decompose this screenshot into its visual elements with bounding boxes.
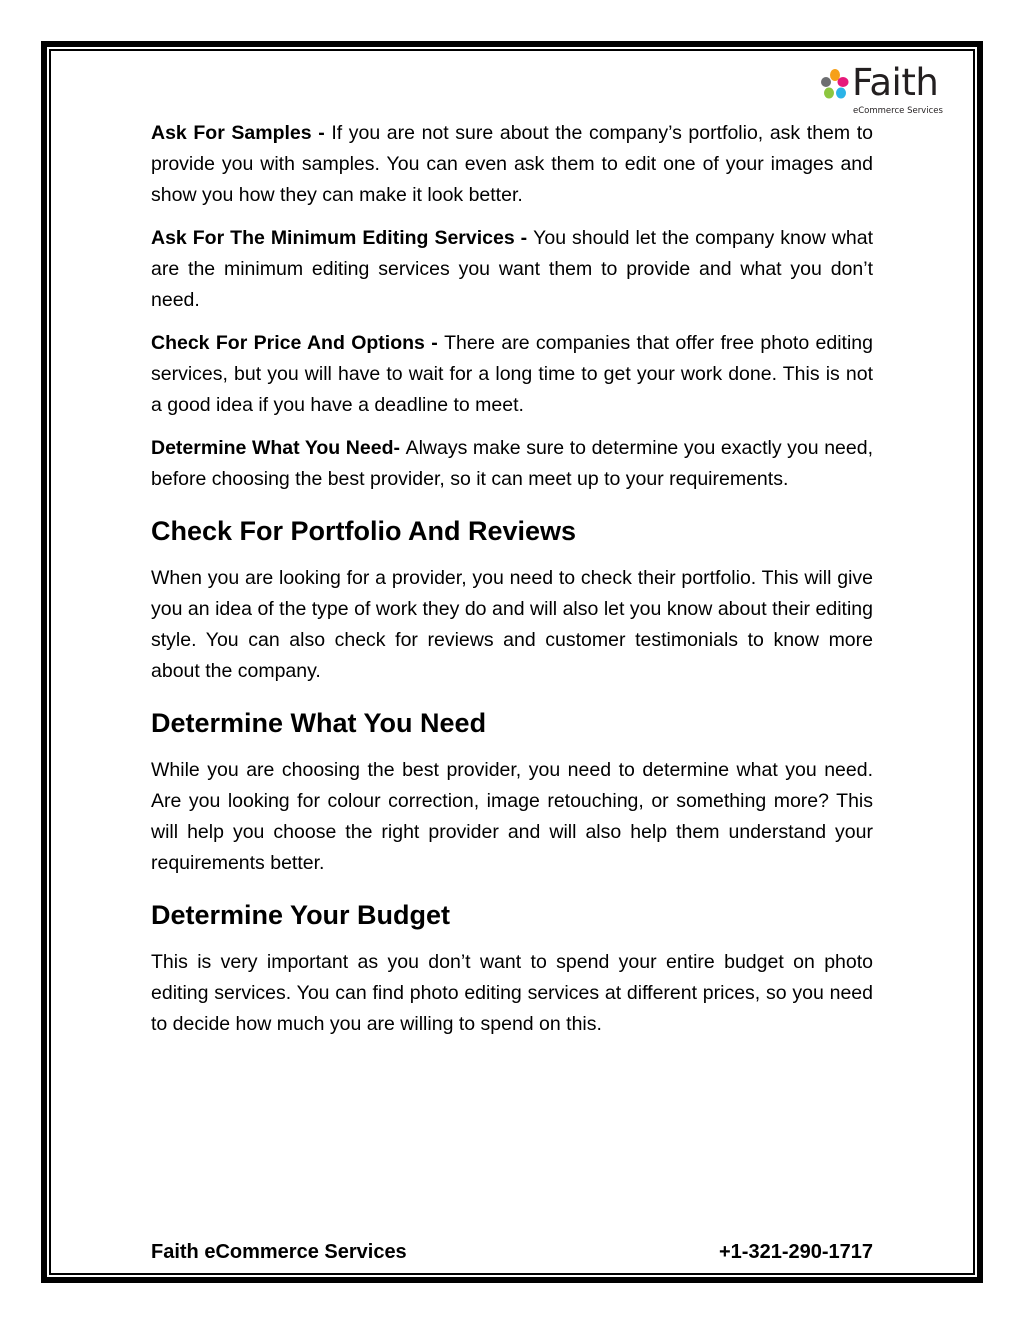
- tip-title: Check For Price And Options -: [151, 332, 445, 354]
- tip-paragraph: [151, 328, 873, 421]
- section-body-portfolio: When you are looking for a provider, you need to check their portfolio. This will give you an idea of the type of work they do and will also let you know about their editing style. You can also check for reviews and customer testimonials to know more about the company.: [151, 567, 873, 682]
- tip-paragraph: [151, 118, 873, 211]
- tip-title: Determine What You Need-: [151, 437, 406, 459]
- tip-paragraph: [151, 223, 873, 316]
- section-heading-portfolio: Check For Portfolio And Reviews: [151, 516, 577, 546]
- tip-paragraph: [151, 433, 873, 495]
- section-heading-budget: Determine Your Budget: [151, 900, 451, 930]
- section-body-need: While you are choosing the best provider, you need to determine what you need. Are you looking for colour correction, image retouching, or something more? This will help you choose the right provider and will also help them understand your requirements better.: [151, 759, 873, 874]
- section-heading-need: Determine What You Need: [151, 708, 487, 738]
- tip-text: You should let the company know what are the minimum editing services you want them to provide and what you don’t need.: [151, 227, 873, 311]
- document-body: [151, 118, 873, 1052]
- section-body-budget: This is very important as you don’t want to spend your entire budget on photo editing services. You can find photo editing services at different prices, so you need to decide how much you are willing to spend on this.: [151, 951, 873, 1035]
- logo-wordmark: Faith: [852, 61, 939, 104]
- tip-text: Always make sure to determine you exactly you need, before choosing the best provider, so it can meet up to your requirements.: [151, 437, 873, 490]
- tip-text: If you are not sure about the company’s portfolio, ask them to provide you with samples. You can even ask them to edit one of your images and show you how they can make it look better.: [151, 122, 873, 206]
- tip-title: Ask For The Minimum Editing Services -: [151, 227, 534, 249]
- flower-logo-icon: [820, 68, 850, 108]
- footer-company: Faith eCommerce Services: [151, 1241, 407, 1263]
- logo-tagline: eCommerce Services: [853, 106, 943, 116]
- tip-text: There are companies that offer free photo editing services, but you will have to wait for a long time to get your work done. This is not a good idea if you have a deadline to meet.: [151, 332, 874, 416]
- tip-title: Ask For Samples -: [151, 122, 332, 144]
- footer-phone: +1-321-290-1717: [718, 1241, 873, 1263]
- faith-logo: [820, 61, 952, 120]
